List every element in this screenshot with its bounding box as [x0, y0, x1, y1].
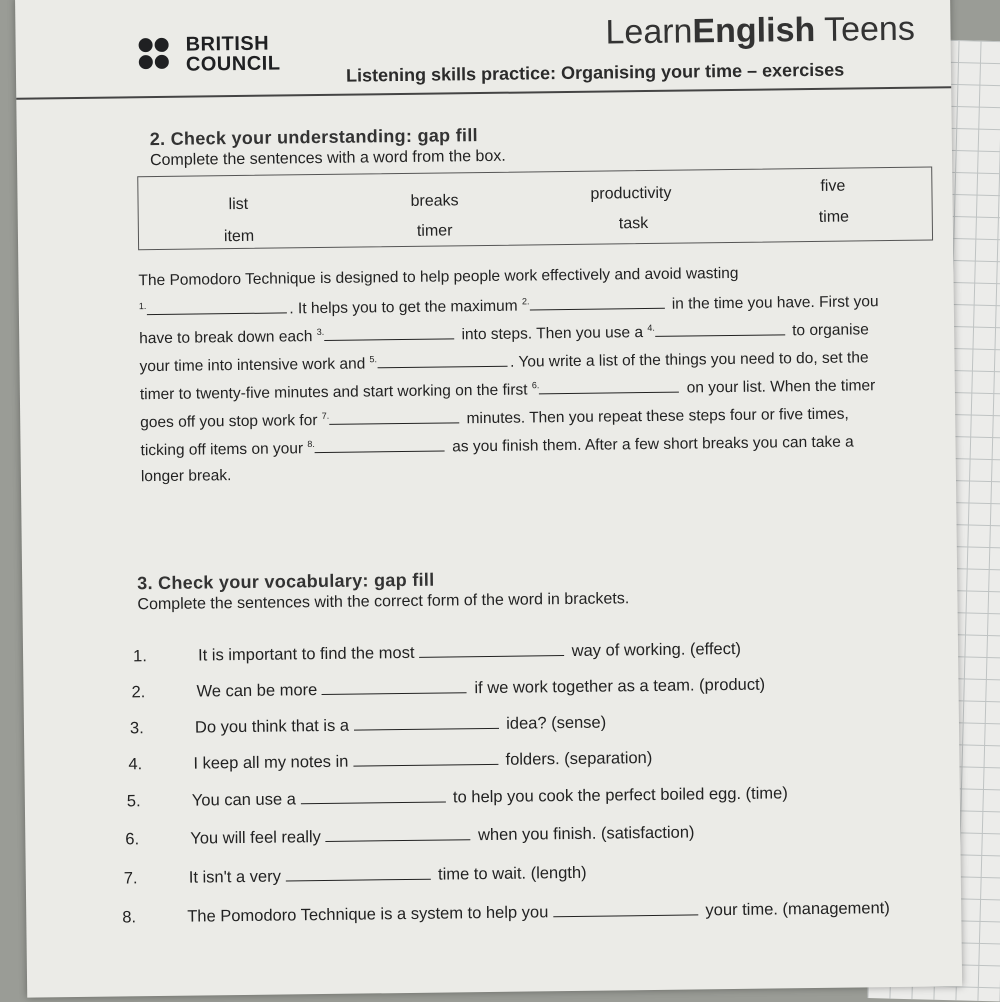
- gap-blank[interactable]: [529, 294, 664, 311]
- gap-blank[interactable]: [285, 865, 430, 882]
- paragraph-line: goes off you stop work for $^{7.}$ minutes. Then you repeat these steps four or five times,: [140, 405, 849, 432]
- paragraph-line: The Pomodoro Technique is designed to help people work effectively and avoid wasting: [138, 264, 739, 290]
- word-box-item: productivity: [590, 184, 672, 203]
- vocab-item: 2. We can be more if we work together as a team. (product): [131, 675, 766, 702]
- worksheet-page: [15, 0, 962, 998]
- paragraph-line: longer break.: [140, 467, 232, 486]
- word-box: [137, 167, 933, 251]
- gap-blank[interactable]: [329, 408, 459, 425]
- gap-blank[interactable]: [325, 825, 470, 842]
- logo-text: BRITISH COUNCIL: [185, 32, 281, 76]
- gap-blank[interactable]: [146, 298, 286, 315]
- paragraph-line: your time into intensive work and $^{5.}$ . You write a list of the things you need to do, set the: [139, 349, 869, 376]
- gap-blank[interactable]: [655, 320, 785, 337]
- gap-blank[interactable]: [315, 436, 445, 453]
- paragraph-line: timer to twenty-five minutes and start working on the first $^{6.}$ on your list. When the timer: [139, 377, 876, 404]
- gap-blank[interactable]: [539, 378, 679, 395]
- gap-blank[interactable]: [377, 352, 507, 369]
- gap-blank[interactable]: [354, 714, 499, 731]
- vocab-item: 5. You can use a to help you cook the perfect boiled egg. (time): [126, 784, 788, 811]
- learnenglish-teens-brand: LearnEnglish Teens: [605, 9, 916, 52]
- section2-instruction: Complete the sentences with a word from the box.: [149, 147, 506, 170]
- vocab-item: 3. Do you think that is a idea? (sense): [129, 713, 607, 738]
- page-title: Listening skills practice: Organising your time – exercises: [345, 59, 845, 86]
- gap-blank[interactable]: [353, 750, 498, 767]
- section3-instruction: Complete the sentences with the correct form of the word in brackets.: [137, 590, 630, 614]
- gap-blank[interactable]: [324, 324, 454, 341]
- gap-blank[interactable]: [553, 900, 698, 917]
- gap-blank[interactable]: [322, 678, 467, 695]
- vocab-item: 4. I keep all my notes in folders. (separation): [128, 748, 653, 774]
- gap-blank[interactable]: [300, 788, 445, 805]
- vocab-item: 1. It is important to find the most way of working. (effect): [132, 639, 742, 666]
- section3-heading: 3. Check your vocabulary: gap fill: [137, 569, 435, 594]
- vocab-item: 8. The Pomodoro Technique is a system to help you your time. (management): [122, 899, 890, 927]
- gap-fill-paragraph: [138, 253, 933, 486]
- header-divider: [16, 86, 951, 99]
- word-box-item: list: [228, 195, 249, 214]
- word-box-item: time: [818, 208, 850, 226]
- word-box-item: item: [223, 227, 255, 246]
- section2-heading: 2. Check your understanding: gap fill: [149, 125, 479, 150]
- word-box-item: task: [618, 214, 649, 233]
- word-box-item: five: [820, 177, 846, 195]
- logo-dots-icon: [137, 38, 183, 73]
- vocab-item: 7. It isn't a very time to wait. (length): [123, 863, 587, 888]
- paragraph-line: have to break down each $^{3.}$ into steps. Then you use a $^{4.}$ to organise: [139, 321, 869, 348]
- word-box-item: breaks: [410, 192, 459, 210]
- word-box-item: timer: [416, 222, 453, 240]
- vocab-item: 6. You will feel really when you finish. (satisfaction): [125, 823, 695, 849]
- gap-blank[interactable]: [419, 641, 564, 658]
- paragraph-line: ticking off items on your $^{8.}$ as you finish them. After a few short breaks you can take a: [140, 433, 854, 460]
- paragraph-line: $^{1.}$ . It helps you to get the maximum $^{2.}$ in the time you have. First you: [138, 293, 879, 318]
